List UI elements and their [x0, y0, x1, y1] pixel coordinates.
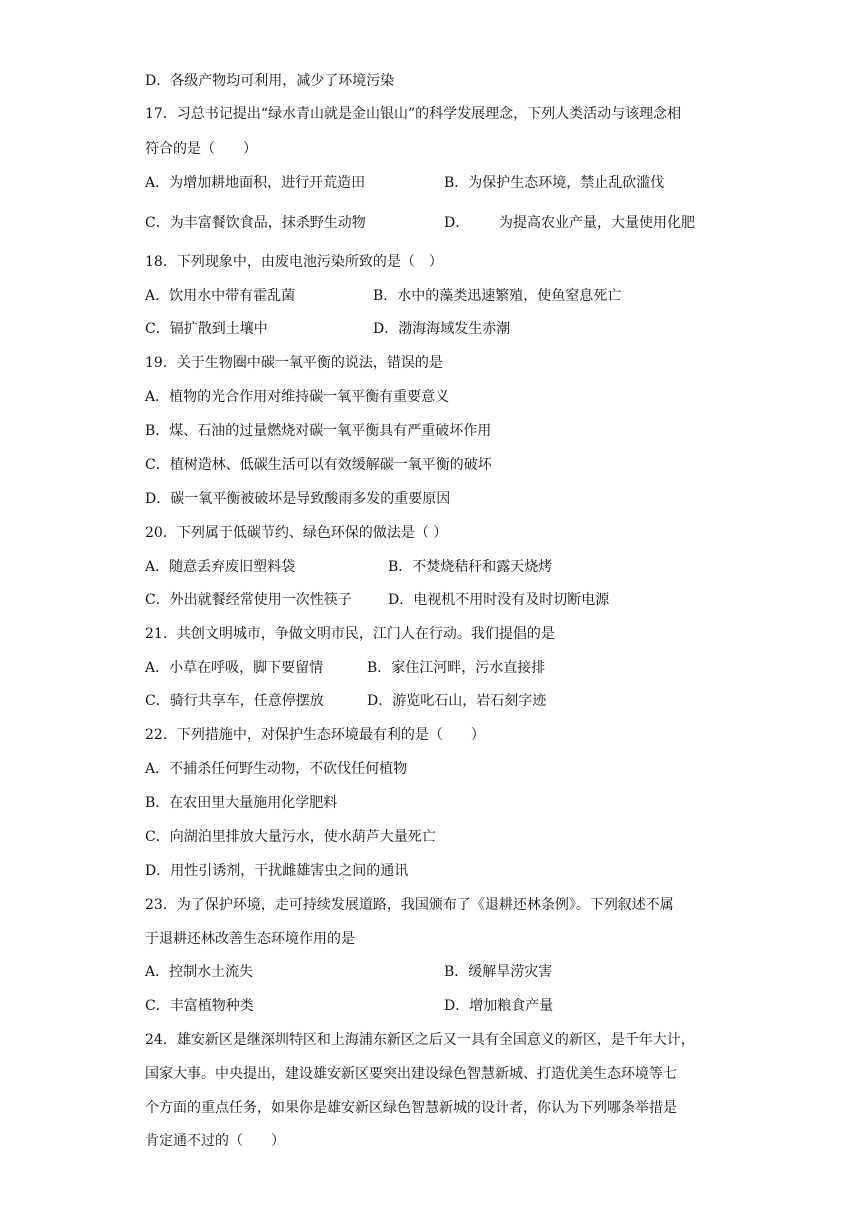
- q20-option-d: D．电视机不用时没有及时切断电源: [388, 592, 610, 608]
- q17-stem-line1: 17．习总书记提出“绿水青山就是金山银山”的科学发展理念，下列人类活动与该理念相: [145, 106, 682, 122]
- q21-stem: 21．共创文明城市，争做文明市民，江门人在行动。我们提倡的是: [145, 626, 555, 642]
- q19-option-c: C．植树造林、低碳生活可以有效缓解碳一氧平衡的破坏: [145, 457, 492, 473]
- q21-option-b: B．家住江河畔，污水直接排: [367, 660, 546, 676]
- q17-stem-line2: 符合的是（ ）: [145, 141, 257, 157]
- q22-stem: 22．下列措施中，对保护生态环境最有利的是（ ）: [145, 727, 485, 743]
- q18-option-a: A．饮用水中带有霍乱菌: [145, 288, 296, 304]
- q20-stem: 20．下列属于低碳节约、绿色环保的做法是（ ）: [145, 525, 448, 541]
- q23-stem-line1: 23．为了保护环境，走可持续发展道路，我国颁布了《退耕还林条例》。下列叙述不属: [145, 897, 674, 913]
- q17-option-a: A．为增加耕地面积，进行开荒造田: [145, 175, 366, 191]
- q19-stem: 19．关于生物圈中碳一氧平衡的说法，错误的是: [145, 355, 443, 371]
- q23-stem-line2: 于退耕还林改善生态环境作用的是: [145, 931, 355, 947]
- q24-stem-line4: 肯定通不过的（ ）: [145, 1133, 285, 1149]
- q22-option-c: C．向湖泊里排放大量污水，使水葫芦大量死亡: [145, 829, 436, 845]
- q22-option-b: B．在农田里大量施用化学肥料: [145, 795, 338, 811]
- q18-option-c: C．镉扩散到土壤中: [145, 321, 268, 337]
- q17-option-c: C．为丰富餐饮食品，抹杀野生动物: [145, 215, 366, 231]
- q19-option-d: D．碳一氧平衡被破坏是导致酸雨多发的重要原因: [145, 491, 451, 507]
- q20-option-c: C．外出就餐经常使用一次性筷子: [145, 592, 352, 608]
- q24-stem-line1: 24．雄安新区是继深圳特区和上海浦东新区之后又一具有全国意义的新区，是千年大计，: [145, 1032, 695, 1048]
- q18-option-b: B．水中的藻类迅速繁殖，使鱼窒息死亡: [373, 288, 622, 304]
- q24-stem-line3: 个方面的重点任务，如果你是雄安新区绿色智慧新城的设计者，你认为下列哪条举措是: [145, 1100, 677, 1116]
- q20-option-a: A．随意丢弃废旧塑料袋: [145, 559, 296, 575]
- q23-option-c: C．丰富植物种类: [145, 998, 254, 1014]
- q22-option-d: D．用性引诱剂，干扰雌雄害虫之间的通讯: [145, 863, 409, 879]
- q18-stem: 18．下列现象中，由废电池污染所致的是（ ）: [145, 254, 443, 270]
- q17-option-d-text: 为提高农业产量，大量使用化肥: [499, 215, 695, 231]
- q20-option-b: B．不焚烧秸秆和露天烧烤: [388, 559, 553, 575]
- q19-option-a: A．植物的光合作用对维持碳一氧平衡有重要意义: [145, 389, 450, 405]
- q21-option-a: A．小草在呼吸，脚下要留情: [145, 660, 324, 676]
- q16-option-d: D．各级产物均可利用，减少了环境污染: [145, 73, 395, 89]
- q23-option-a: A．控制水土流失: [145, 964, 254, 980]
- q23-option-d: D．增加粮食产量: [444, 998, 554, 1014]
- q24-stem-line2: 国家大事。中央提出，建设雄安新区要突出建设绿色智慧新城、打造优美生态环境等七: [145, 1066, 677, 1082]
- q18-option-d: D．渤海海域发生赤潮: [373, 321, 511, 337]
- q21-option-c: C．骑行共享车，任意停摆放: [145, 693, 324, 709]
- q21-option-d: D．游览叱石山，岩石刻字迹: [367, 693, 547, 709]
- q17-option-b: B．为保护生态环境，禁止乱砍滥伐: [444, 175, 665, 191]
- q17-option-d-label: D．: [444, 215, 470, 231]
- q19-option-b: B．煤、石油的过量燃烧对碳一氧平衡具有严重破坏作用: [145, 423, 492, 439]
- q23-option-b: B．缓解旱涝灾害: [444, 964, 553, 980]
- q22-option-a: A．不捕杀任何野生动物，不砍伐任何植物: [145, 761, 408, 777]
